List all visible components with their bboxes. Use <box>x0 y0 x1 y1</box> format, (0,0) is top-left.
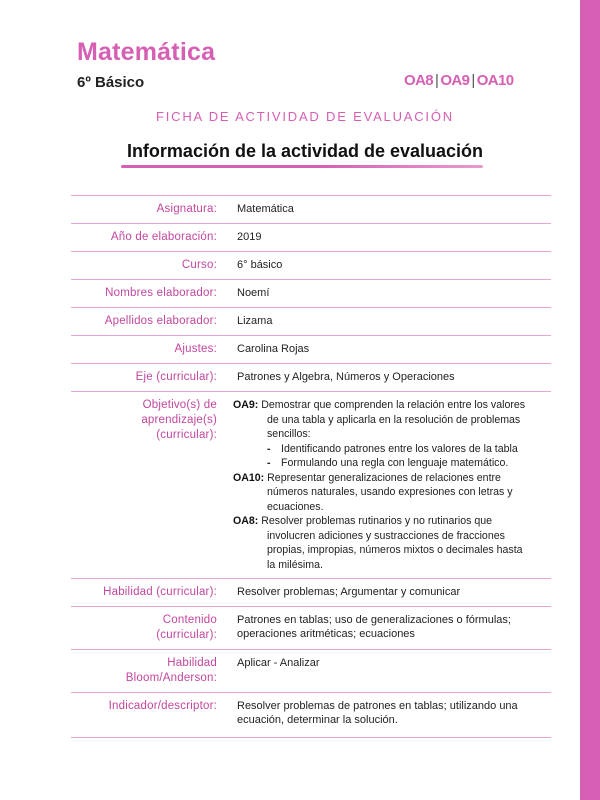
objective-first-line <box>233 514 551 529</box>
row-label: Ajustes: <box>174 343 217 355</box>
oa-codes <box>404 72 513 89</box>
table-row <box>71 196 551 224</box>
table-row <box>71 607 551 650</box>
table-row <box>71 650 551 693</box>
objective-code: OA8: <box>233 515 259 527</box>
row-label: Apellidos elaborador: <box>104 315 217 327</box>
row-label: Eje (curricular): <box>135 371 217 383</box>
table-row <box>71 280 551 308</box>
value-line: Patrones en tablas; uso de generalizaciones o fórmulas; <box>237 614 511 626</box>
objective-code: OA10: <box>233 471 265 484</box>
objective-bullet <box>233 456 551 471</box>
row-label <box>71 693 237 738</box>
value-line: ecuación, determinar la solución. <box>237 714 398 726</box>
objective-text-line: la milésima. <box>267 558 323 571</box>
label-line: Bloom/Anderson: <box>125 672 217 684</box>
table-row <box>71 693 551 738</box>
objective-text-line: involucren adiciones y sustracciones de fracciones <box>267 529 505 542</box>
objective-first-line <box>233 471 551 486</box>
activity-info-table <box>71 195 551 738</box>
objective-oa10 <box>233 471 551 515</box>
table-row <box>71 364 551 392</box>
row-value: 2019 <box>237 231 262 243</box>
document-type: FICHA DE ACTIVIDAD DE EVALUACIÓN <box>156 109 454 124</box>
row-label: Nombres elaborador: <box>105 287 217 299</box>
value-line: operaciones aritméticas; ecuaciones <box>237 628 415 640</box>
row-value <box>237 650 551 693</box>
row-value: Patrones y Algebra, Números y Operaciones <box>237 371 455 383</box>
row-label <box>71 579 237 607</box>
oa-code: OA10 <box>476 72 514 89</box>
label-line: aprendizaje(s) <box>141 414 217 426</box>
row-label: Curso: <box>181 259 217 271</box>
objective-first-line <box>233 398 551 413</box>
table-row <box>71 336 551 364</box>
objective-bullet <box>233 442 551 457</box>
objective-text: Representar generalizaciones de relaciones entre <box>264 471 501 484</box>
objective-oa8 <box>233 514 551 572</box>
bullet-text: Formulando una regla con lenguaje matemático. <box>281 457 509 469</box>
table-row <box>71 252 551 280</box>
subject-title: Matemática <box>77 38 216 66</box>
oa-separator: | <box>435 72 439 89</box>
row-value: Carolina Rojas <box>237 343 310 355</box>
objective-text-line: números naturales, usando expresiones con letras y <box>267 486 513 498</box>
objective-oa9 <box>233 398 551 471</box>
bullet-dash: - <box>267 442 271 455</box>
row-value: Lizama <box>237 315 273 327</box>
objective-text-line: de una tabla y aplicarla en la resolución de problemas <box>267 413 521 426</box>
label-line: Habilidad (curricular): <box>103 586 217 598</box>
row-label: Asignatura: <box>156 203 217 215</box>
objective-text-line: sencillos: <box>267 428 311 440</box>
bullet-dash: - <box>267 457 271 469</box>
oa-separator: | <box>471 72 475 89</box>
page-title: Información de la actividad de evaluación <box>126 141 484 161</box>
table-row <box>71 308 551 336</box>
row-value: Noemí <box>237 287 270 299</box>
objective-text: Demostrar que comprenden la relación entre los valores <box>258 399 526 411</box>
row-label <box>71 607 237 650</box>
table-row <box>71 579 551 607</box>
objective-text-line: ecuaciones. <box>267 500 324 513</box>
row-label <box>71 650 237 693</box>
row-value: Matemática <box>237 203 294 215</box>
value-line: Resolver problemas de patrones en tablas; utilizando una <box>237 700 518 712</box>
objective-code: OA9: <box>233 399 259 411</box>
grade-label: 6º Básico <box>77 74 145 91</box>
label-line: Contenido <box>162 614 217 626</box>
row-value <box>237 607 551 650</box>
objectives-list <box>233 392 551 579</box>
oa-code: OA8 <box>404 72 434 89</box>
label-line: (curricular): <box>156 629 217 641</box>
value-line: Resolver problemas; Argumentar y comunicar <box>237 586 461 598</box>
objective-text-line: propias, impropias, números mixtos o decimales hasta <box>267 544 523 556</box>
label-line: (curricular): <box>156 429 217 441</box>
bullet-text: Identificando patrones entre los valores de la tabla <box>281 442 518 455</box>
table-row <box>71 224 551 252</box>
row-value: 6° básico <box>237 259 283 271</box>
row-value <box>237 579 551 607</box>
row-label <box>71 392 237 579</box>
table-row-objectives <box>71 392 551 579</box>
label-line: Indicador/descriptor: <box>108 700 217 712</box>
objective-text: Resolver problemas rutinarios y no rutinarios que <box>258 515 493 527</box>
row-label: Año de elaboración: <box>110 231 217 243</box>
oa-code: OA9 <box>440 72 470 89</box>
label-line: Objetivo(s) de <box>142 399 217 411</box>
value-line: Aplicar - Analizar <box>237 657 320 669</box>
title-underline <box>121 165 483 168</box>
label-line: Habilidad <box>167 657 217 669</box>
row-value <box>237 693 551 738</box>
